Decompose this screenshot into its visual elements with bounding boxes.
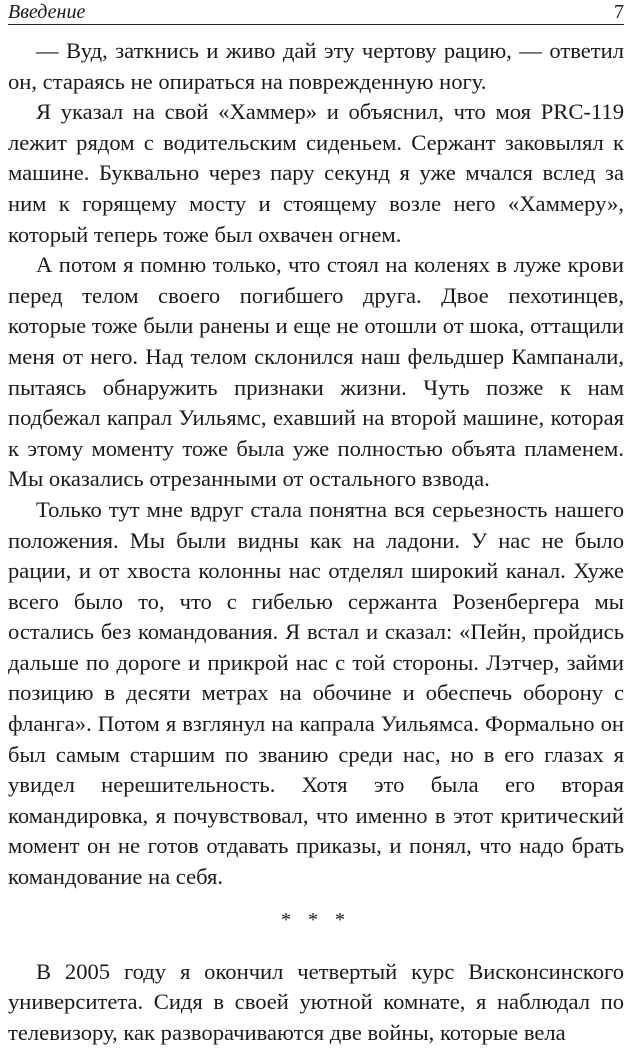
page-body [8, 36, 624, 1048]
paragraph: А потом я помню только, что стоял на коленях в луже крови перед телом своего погибшего друга. Двое пехотинцев, которые тоже были ранены и еще не отошли от шока, оттащили меня от него. Над телом склонился наш фельдшер Кампанали, пытаясь обнаружить признаки жизни. Чуть позже к нам подбежал капрал Уильямс, ехавший на второй машине, которая к этому моменту тоже была уже полностью объята пламенем. Мы оказались отрезанными от остального взвода. [8, 252, 624, 492]
paragraph: Я указал на свой «Хаммер» и объяснил, что моя PRC-119 лежит рядом с водительским сиденьем. Сержант заковылял к машине. Буквально через пару секунд я уже мчался вслед за ним к горящему мосту и стоящему возле него «Хаммеру», который теперь тоже был охвачен огнем. [8, 99, 624, 247]
page-number: 7 [614, 1, 624, 23]
chapter-title: Введение [8, 1, 86, 23]
paragraph: — Вуд, заткнись и живо дай эту чертову рацию, — ответил он, стараясь не опираться на поврежденную ногу. [8, 38, 624, 94]
running-header [8, 0, 624, 25]
paragraph: Только тут мне вдруг стала понятна вся серьезность нашего положения. Мы были видны как на ладони. У нас не было рации, и от хвоста колонны нас отделял широкий канал. Хуже всего было то, что с гибелью сержанта Розенбергера мы остались без командования. Я встал и сказал: «Пейн, пройдись дальше по дороге и прикрой нас с той стороны. Лэтчер, займи позицию в десяти метрах на обочине и обеспечь оборону с фланга». Потом я взглянул на капрала Уильямса. Формально он был самым старшим по званию среди нас, но в его глазах я увидел нерешительность. Хотя это была его вторая командировка, я почувствовал, что именно в этот критический момент он не готов отдавать приказы, и понял, что надо брать командование на себя. [8, 496, 624, 890]
paragraph: В 2005 году я окончил четвертый курс Висконсинского университета. Сидя в своей уютной комнате, я наблюдал по телевизору, как разворачиваются две войны, которые вела [8, 958, 624, 1045]
section-separator: * * * [281, 908, 351, 931]
